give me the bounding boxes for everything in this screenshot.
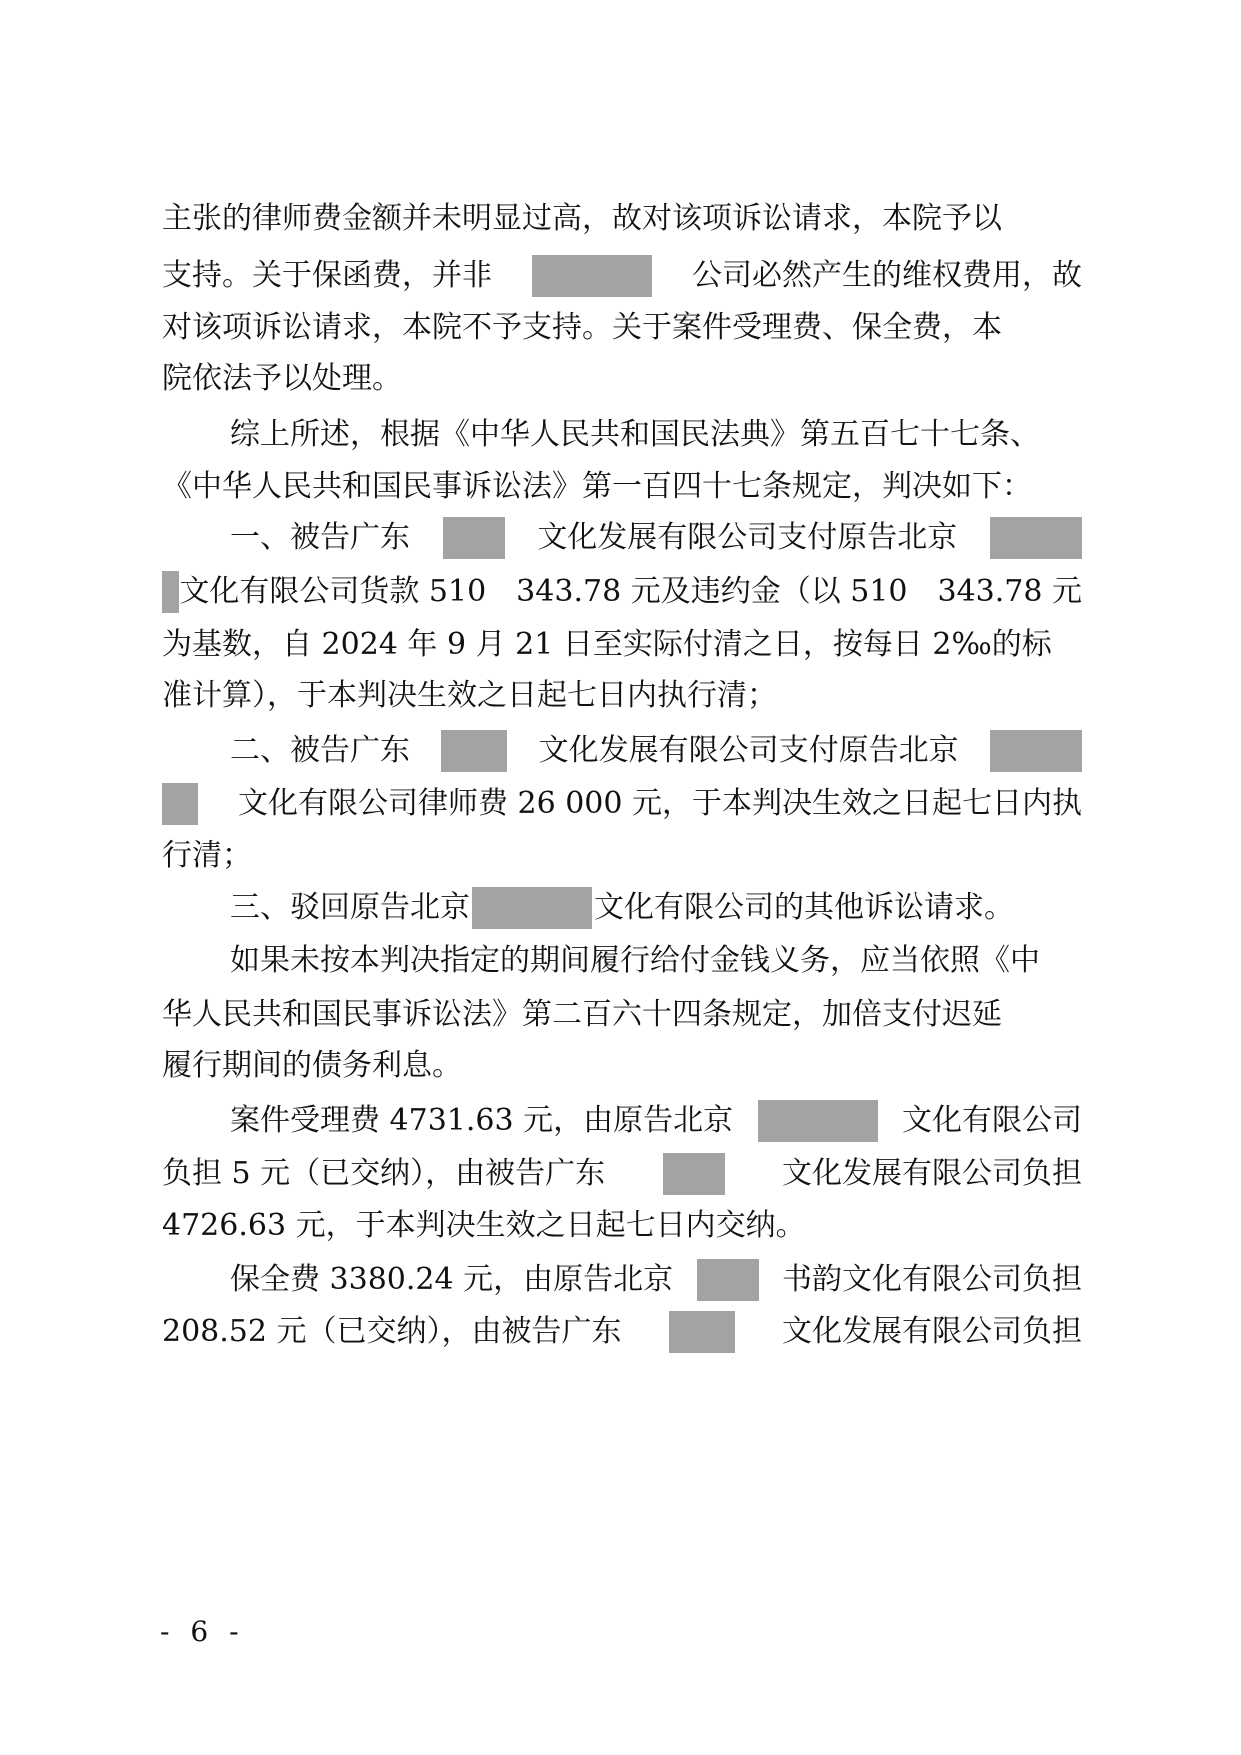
- line-text: 文化有限公司货款 510 343.78 元及违约金（以 510 343.78 元: [179, 574, 1082, 609]
- redaction-block: [990, 517, 1082, 559]
- line-text: 准计算），于本判决生效之日起七日内执行清；: [162, 678, 777, 713]
- line-text: 文化发展有限公司支付原告北京: [538, 733, 959, 768]
- text-line: [230, 1258, 1082, 1302]
- line-text: 208.52 元（已交纳），由被告广东: [162, 1314, 622, 1349]
- line-text: 文化有限公司律师费 26 000 元，于本判决生效之日起七日内执: [237, 786, 1082, 821]
- redaction-block: [758, 1100, 878, 1142]
- text-line: [162, 197, 1082, 241]
- line-text: 华人民共和国民事诉讼法》第二百六十四条规定，加倍支付迟延: [162, 997, 1002, 1032]
- line-text: 书韵文化有限公司负担: [781, 1262, 1082, 1297]
- text-line: [162, 306, 1082, 350]
- line-text: 文化发展有限公司支付原告北京: [537, 520, 958, 555]
- line-text: 文化有限公司: [901, 1103, 1082, 1138]
- redaction-block: [472, 887, 592, 929]
- text-line: [230, 1099, 1082, 1143]
- text-line: [162, 1044, 1082, 1088]
- redaction-block: [441, 730, 507, 772]
- line-text: 公司必然产生的维权费用，故: [692, 258, 1082, 293]
- redaction-block: [669, 1311, 735, 1353]
- redaction-block: [443, 517, 505, 559]
- text-line: [230, 729, 1082, 773]
- redaction-block: [663, 1153, 725, 1195]
- line-text: 案件受理费 4731.63 元，由原告北京: [230, 1103, 734, 1138]
- line-text: 二、被告广东: [230, 733, 410, 768]
- redaction-block: [532, 255, 652, 297]
- line-text: 文化发展有限公司负担: [781, 1156, 1082, 1191]
- text-line: [162, 254, 1082, 298]
- text-line: [162, 465, 1082, 509]
- line-text: 4726.63 元，于本判决生效之日起七日内交纳。: [162, 1208, 806, 1243]
- text-line: [162, 674, 1082, 718]
- text-line: [162, 782, 1082, 826]
- line-text: 负担 5 元（已交纳），由被告广东: [162, 1156, 606, 1191]
- text-line: [162, 1310, 1082, 1354]
- text-line: [162, 1204, 1082, 1248]
- line-text: 为基数，自 2024 年 9 月 21 日至实际付清之日，按每日 2‰的标: [162, 627, 1052, 662]
- line-text: 保全费 3380.24 元，由原告北京: [230, 1262, 674, 1297]
- text-line: [162, 1152, 1082, 1196]
- text-line: [230, 516, 1082, 560]
- text-line: [230, 939, 1082, 983]
- line-text: 文化有限公司的其他诉讼请求。: [594, 890, 1014, 925]
- line-text: 文化发展有限公司负担: [781, 1314, 1082, 1349]
- line-text: 一、被告广东: [230, 520, 410, 555]
- line-text: 院依法予以处理。: [162, 361, 402, 396]
- text-line: [230, 886, 1082, 930]
- line-text: 三、驳回原告北京: [230, 890, 470, 925]
- line-text: 综上所述，根据《中华人民共和国民法典》第五百七十七条、: [230, 417, 1040, 452]
- redaction-block: [990, 730, 1082, 772]
- redaction-block: [162, 571, 179, 613]
- redaction-block: [162, 783, 198, 825]
- text-line: [162, 357, 1082, 401]
- line-text: 支持。关于保函费，并非: [162, 258, 492, 293]
- line-text: 如果未按本判决指定的期间履行给付金钱义务，应当依照《中: [230, 943, 1040, 978]
- line-text: 履行期间的债务利息。: [162, 1048, 462, 1083]
- page-number: - 6 -: [160, 1615, 245, 1648]
- text-line: [230, 413, 1082, 457]
- line-text: 主张的律师费金额并未明显过高，故对该项诉讼请求，本院予以: [162, 201, 1002, 236]
- redaction-block: [697, 1259, 759, 1301]
- text-line: [162, 993, 1082, 1037]
- line-text: 《中华人民共和国民事诉讼法》第一百四十七条规定，判决如下：: [162, 469, 1032, 504]
- text-line: [162, 834, 1082, 878]
- line-text: 对该项诉讼请求，本院不予支持。关于案件受理费、保全费，本: [162, 310, 1002, 345]
- text-line: [162, 570, 1082, 614]
- text-line: [162, 623, 1082, 667]
- line-text: 行清；: [162, 838, 252, 873]
